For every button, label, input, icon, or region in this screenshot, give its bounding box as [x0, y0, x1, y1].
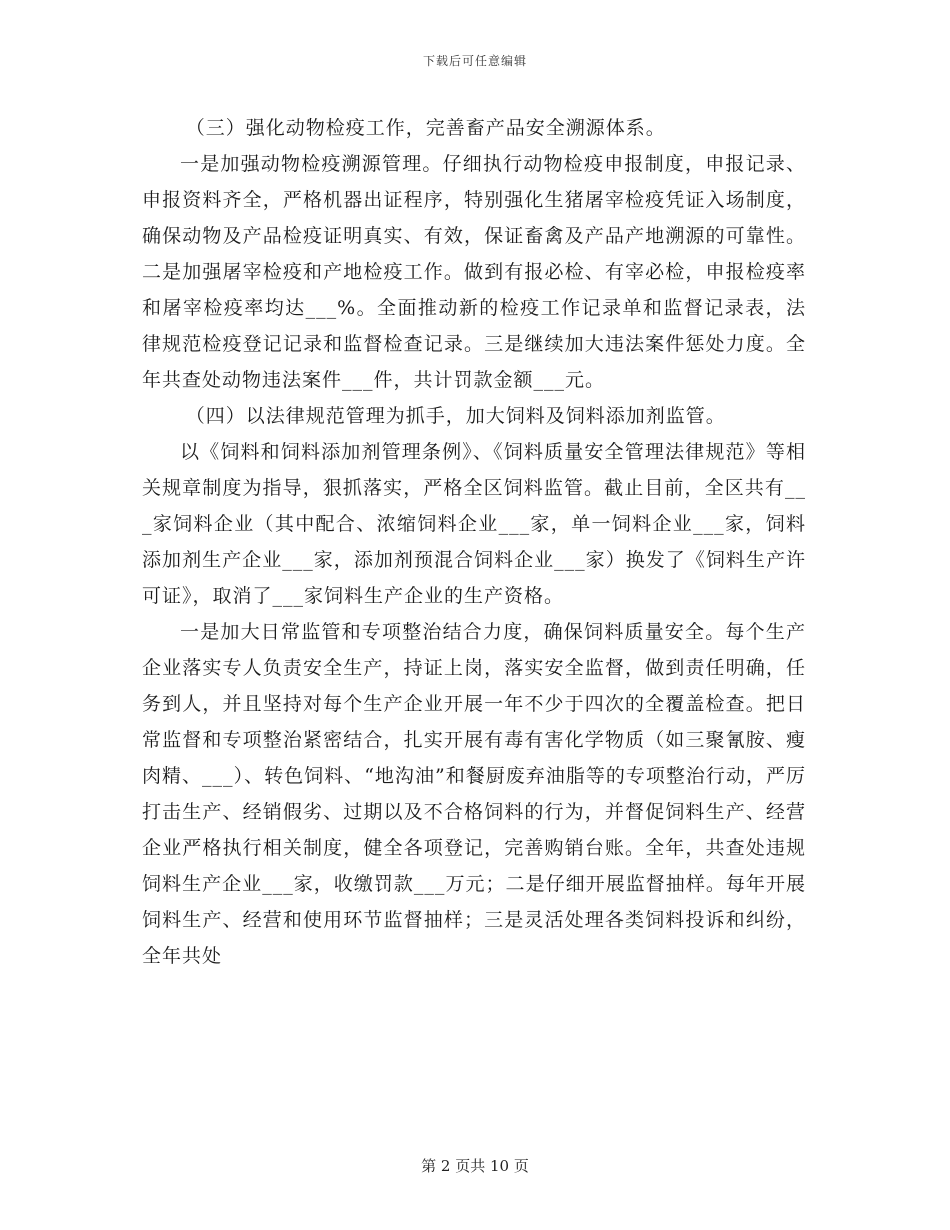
page-header: 下载后可任意编辑: [422, 54, 527, 68]
body-paragraph-1: 一是加强动物检疫溯源管理。仔细执行动物检疫申报制度，申报记录、申报资料齐全，严格机器出证程序，特别强化生猪屠宰检疫凭证入场制度，确保动物及产品检疫证明真实、有效，保证畜禽及产品产地溯源的可靠性。二是加强屠宰检疫和产地检疫工作。做到有报必检、有宰必检，申报检疫率和屠宰检疫率均达___%。全面推动新的检疫工作记录单和监督记录表，法律规范检疫登记记录和监督检查记录。三是继续加大违法案件惩处力度。全年共查处动物违法案件___件，共计罚款金额___元。: [142, 153, 806, 391]
body-paragraph-2: 以《饲料和饲料添加剂管理条例》、《饲料质量安全管理法律规范》等相关规章制度为指导，狠抓落实，严格全区饲料监管。截止目前，全区共有___家饲料企业（其中配合、浓缩饲料企业___家，单一饲料企业___家，饲料添加剂生产企业___家，添加剂预混合饲料企业___家）换发了《饲料生产许可证》，取消了___家饲料生产企业的生产资格。: [142, 441, 806, 607]
body-paragraph-3: 一是加大日常监管和专项整治结合力度，确保饲料质量安全。每个生产企业落实专人负责安全生产，持证上岗，落实安全监督，做到责任明确，任务到人，并且坚持对每个生产企业开展一年不少于四次的全覆盖检查。把日常监督和专项整治紧密结合，扎实开展有毒有害化学物质（如三聚氰胺、瘦肉精、___）、转色饲料、“地沟油”和餐厨废弃油脂等的专项整治行动，严厉打击生产、经销假劣、过期以及不合格饲料的行为，并督促饲料生产、经营企业严格执行相关制度，健全各项登记，完善购销台账。全年，共查处违规饲料生产企业___家，收缴罚款___万元；二是仔细开展监督抽样。每年开展饲料生产、经营和使用环节监督抽样；三是灵活处理各类饲料投诉和纠纷，全年共处: [142, 621, 806, 967]
document-body: [142, 110, 806, 974]
section-heading-3: （三）强化动物检疫工作，完善畜产品安全溯源体系。: [185, 117, 666, 139]
section-heading-4: （四）以法律规范管理为抓手，加大饲料及饲料添加剂监管。: [185, 405, 726, 427]
page-footer: 第 2 页共 10 页: [421, 1157, 529, 1175]
